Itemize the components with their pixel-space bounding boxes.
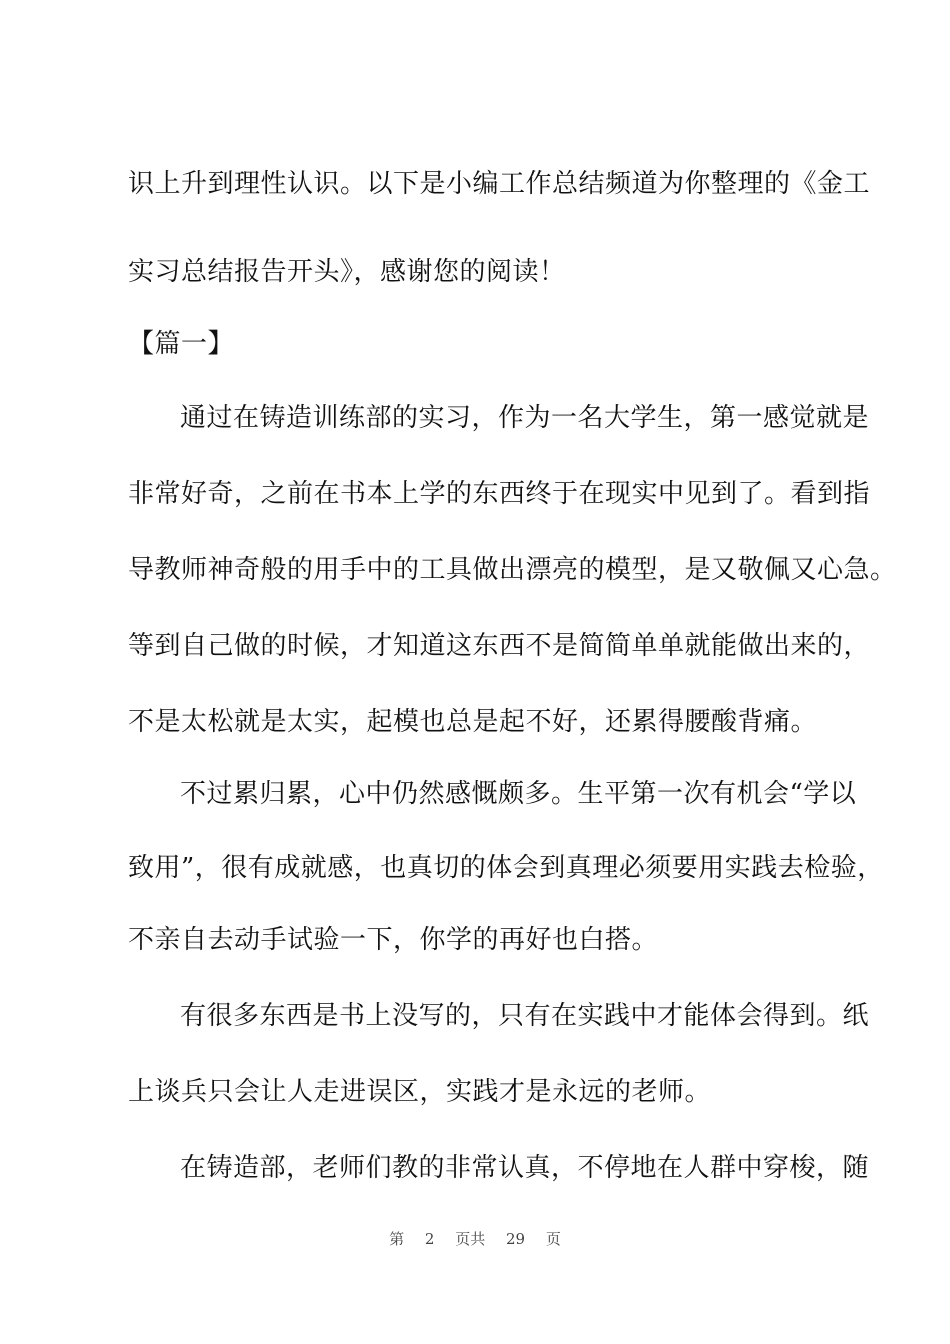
text-line: 等到自己做的时候，才知道这东西不是简简单单就能做出来的， bbox=[128, 631, 871, 661]
text-line: 上谈兵只会让人走进误区，实践才是永远的老师。 bbox=[128, 1077, 712, 1107]
text-line: 有很多东西是书上没写的，只有在实践中才能体会得到。纸 bbox=[180, 1001, 870, 1031]
text-line: 不过累归累，心中仍然感慨颇多。生平第一次有机会“学以 bbox=[180, 779, 857, 809]
text-line: 不是太松就是太实，起模也总是起不好，还累得腰酸背痛。 bbox=[128, 707, 818, 737]
total-page-count: 29 bbox=[506, 1230, 526, 1248]
current-page-number: 2 bbox=[424, 1230, 435, 1248]
text-line: 致用”，很有成就感，也真切的体会到真理必须要用实践去检验， bbox=[128, 853, 884, 883]
section-heading: 【篇一】 bbox=[128, 329, 235, 359]
text-line: 非常好奇，之前在书本上学的东西终于在现实中见到了。看到指 bbox=[128, 479, 871, 509]
text-line: 在铸造部，老师们教的非常认真，不停地在人群中穿梭，随 bbox=[180, 1153, 870, 1183]
text-line: 识上升到理性认识。以下是小编工作总结频道为你整理的《金工 bbox=[128, 169, 871, 199]
text-line: 通过在铸造训练部的实习，作为一名大学生，第一感觉就是 bbox=[180, 403, 870, 433]
text-line: 实习总结报告开头》，感谢您的阅读！ bbox=[128, 257, 566, 287]
footer-suffix: 页 bbox=[545, 1230, 561, 1248]
footer-middle: 页共 bbox=[455, 1230, 486, 1248]
text-line: 不亲自去动手试验一下，你学的再好也白搭。 bbox=[128, 925, 659, 955]
footer-prefix: 第 bbox=[389, 1230, 405, 1248]
text-line: 导教师神奇般的用手中的工具做出漂亮的模型，是又敬佩又心急。 bbox=[128, 555, 897, 585]
page-footer bbox=[0, 1228, 950, 1249]
